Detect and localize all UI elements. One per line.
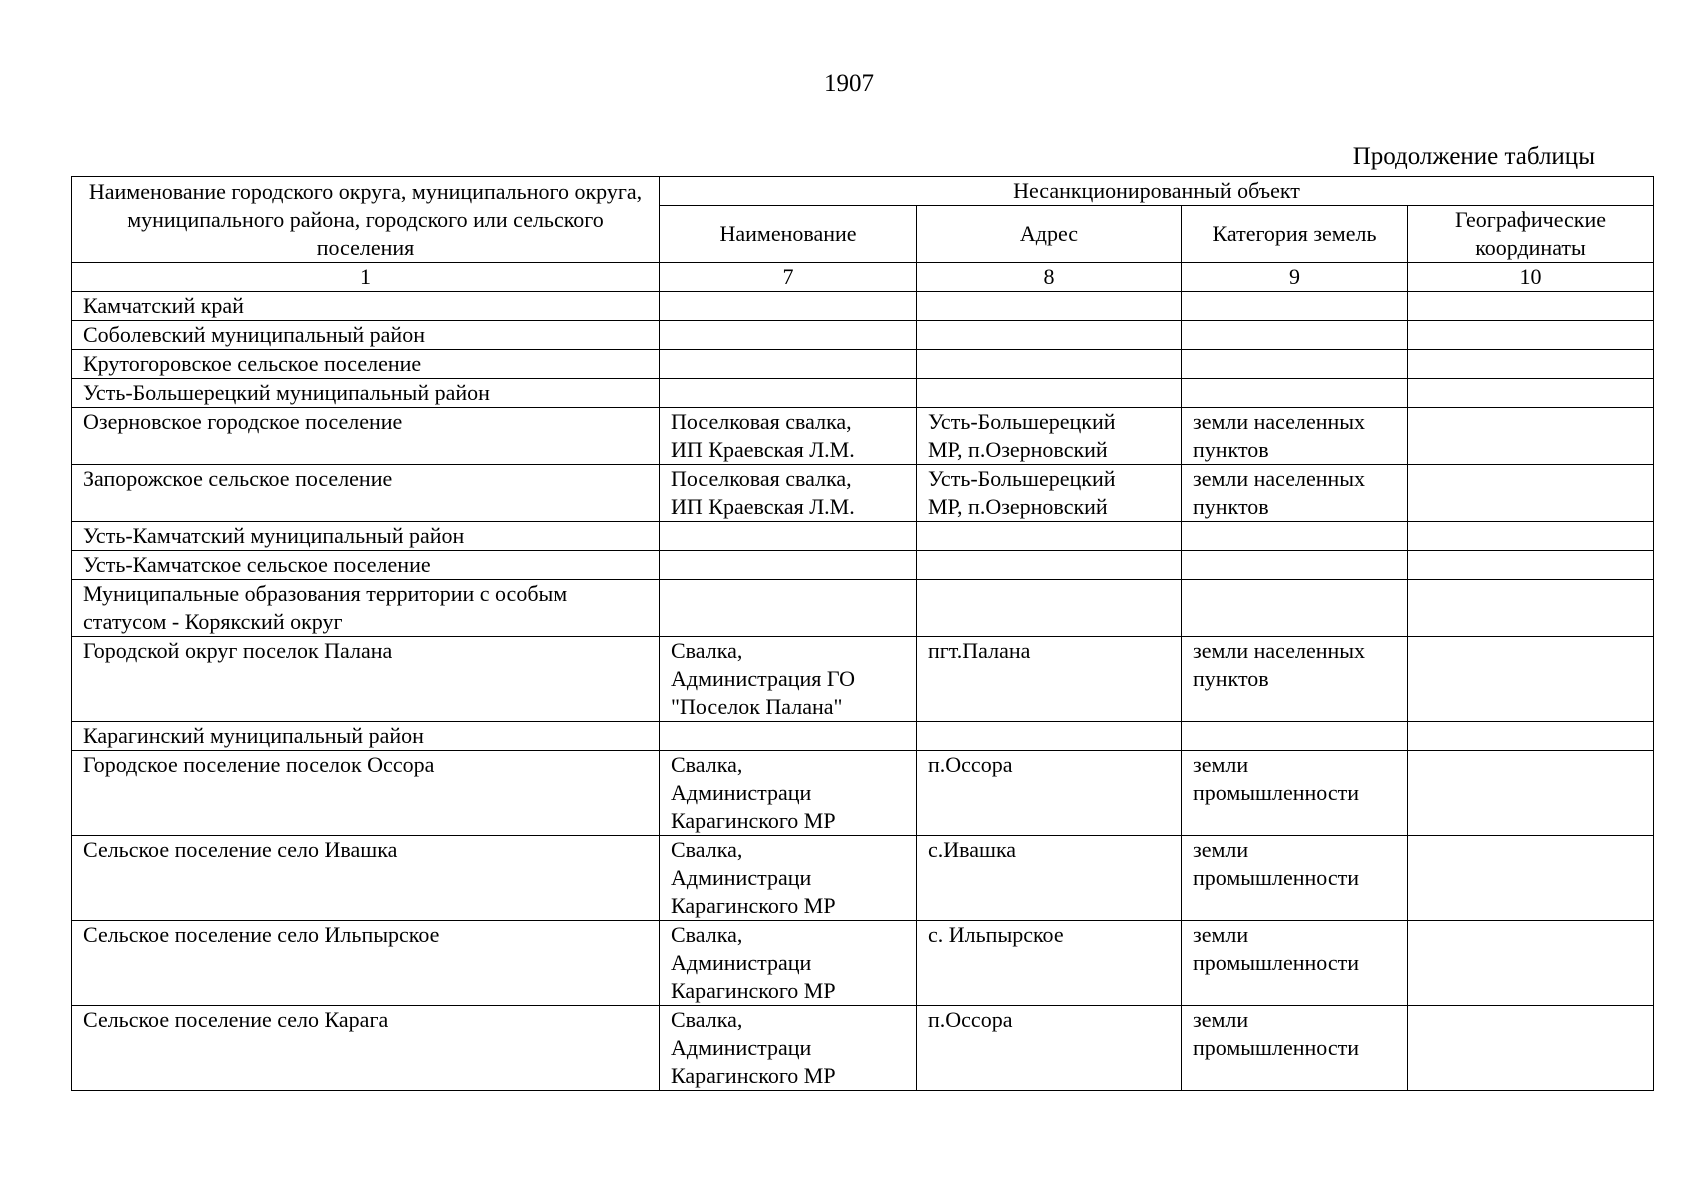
table-row xyxy=(72,321,1654,350)
page-number: 1907 xyxy=(824,70,874,97)
table-row xyxy=(72,751,1654,836)
table-row xyxy=(72,465,1654,522)
cell-coordinates xyxy=(1408,751,1654,836)
cell-municipality: Усть-Камчатский муниципальный район xyxy=(72,522,660,551)
cell-address: Усть-Большерецкий МР, п.Озерновский xyxy=(917,465,1182,522)
table-body xyxy=(72,292,1654,1091)
table-row xyxy=(72,580,1654,637)
column-number: 9 xyxy=(1182,263,1408,292)
cell-municipality: Карагинский муниципальный район xyxy=(72,722,660,751)
table-header xyxy=(72,177,1654,292)
cell-municipality: Муниципальные образования территории с особым статусом - Корякский округ xyxy=(72,580,660,637)
cell-land-category xyxy=(1182,321,1408,350)
cell-coordinates xyxy=(1408,722,1654,751)
table-row xyxy=(72,522,1654,551)
cell-object-name: Свалка, Администраци Карагинского МР xyxy=(660,751,917,836)
cell-land-category: земли промышленности xyxy=(1182,921,1408,1006)
cell-object-name xyxy=(660,379,917,408)
column-number: 8 xyxy=(917,263,1182,292)
cell-municipality: Озерновское городское поселение xyxy=(72,408,660,465)
cell-coordinates xyxy=(1408,292,1654,321)
cell-address xyxy=(917,350,1182,379)
cell-object-name xyxy=(660,321,917,350)
cell-coordinates xyxy=(1408,551,1654,580)
cell-object-name xyxy=(660,292,917,321)
cell-municipality: Сельское поселение село Карага xyxy=(72,1006,660,1091)
header-coordinates: Географические координаты xyxy=(1408,206,1654,263)
cell-address xyxy=(917,522,1182,551)
table-row xyxy=(72,551,1654,580)
cell-address: Усть-Большерецкий МР, п.Озерновский xyxy=(917,408,1182,465)
cell-municipality: Камчатский край xyxy=(72,292,660,321)
header-land-category: Категория земель xyxy=(1182,206,1408,263)
cell-municipality: Сельское поселение село Ильпырское xyxy=(72,921,660,1006)
cell-object-name: Свалка, Администраци Карагинского МР xyxy=(660,1006,917,1091)
cell-municipality: Городское поселение поселок Оссора xyxy=(72,751,660,836)
cell-municipality: Сельское поселение село Ивашка xyxy=(72,836,660,921)
cell-municipality: Усть-Большерецкий муниципальный район xyxy=(72,379,660,408)
cell-address: с.Ивашка xyxy=(917,836,1182,921)
cell-object-name xyxy=(660,580,917,637)
cell-municipality: Крутогоровское сельское поселение xyxy=(72,350,660,379)
cell-land-category xyxy=(1182,580,1408,637)
header-municipality: Наименование городского округа, муниципального округа, муниципального района, городского или сельского поселения xyxy=(72,177,660,263)
cell-municipality: Городской округ поселок Палана xyxy=(72,637,660,722)
table-row xyxy=(72,292,1654,321)
cell-address: пгт.Палана xyxy=(917,637,1182,722)
cell-address xyxy=(917,722,1182,751)
cell-object-name xyxy=(660,722,917,751)
cell-coordinates xyxy=(1408,522,1654,551)
table-row xyxy=(72,836,1654,921)
cell-address xyxy=(917,379,1182,408)
cell-land-category: земли промышленности xyxy=(1182,1006,1408,1091)
cell-object-name: Поселковая свалка, ИП Краевская Л.М. xyxy=(660,408,917,465)
cell-coordinates xyxy=(1408,321,1654,350)
cell-object-name xyxy=(660,522,917,551)
table-row xyxy=(72,1006,1654,1091)
cell-land-category xyxy=(1182,522,1408,551)
cell-coordinates xyxy=(1408,379,1654,408)
cell-coordinates xyxy=(1408,637,1654,722)
cell-object-name: Свалка, Администраци Карагинского МР xyxy=(660,921,917,1006)
table-row xyxy=(72,379,1654,408)
cell-municipality: Усть-Камчатское сельское поселение xyxy=(72,551,660,580)
cell-address: п.Оссора xyxy=(917,1006,1182,1091)
table-row xyxy=(72,722,1654,751)
cell-coordinates xyxy=(1408,580,1654,637)
cell-municipality: Запорожское сельское поселение xyxy=(72,465,660,522)
table-row xyxy=(72,350,1654,379)
cell-address xyxy=(917,580,1182,637)
cell-land-category: земли промышленности xyxy=(1182,836,1408,921)
cell-coordinates xyxy=(1408,921,1654,1006)
cell-land-category xyxy=(1182,379,1408,408)
cell-land-category xyxy=(1182,551,1408,580)
cell-land-category: земли населенных пунктов xyxy=(1182,465,1408,522)
table-row xyxy=(72,921,1654,1006)
continuation-label: Продолжение таблицы xyxy=(1352,143,1595,170)
cell-land-category xyxy=(1182,350,1408,379)
column-number: 7 xyxy=(660,263,917,292)
header-unauthorized-object: Несанкционированный объект xyxy=(660,177,1654,206)
cell-object-name xyxy=(660,551,917,580)
header-object-name: Наименование xyxy=(660,206,917,263)
cell-coordinates xyxy=(1408,465,1654,522)
cell-address: п.Оссора xyxy=(917,751,1182,836)
cell-coordinates xyxy=(1408,350,1654,379)
cell-coordinates xyxy=(1408,1006,1654,1091)
cell-object-name: Свалка, Администраци Карагинского МР xyxy=(660,836,917,921)
cell-address xyxy=(917,292,1182,321)
cell-address xyxy=(917,321,1182,350)
cell-municipality: Соболевский муниципальный район xyxy=(72,321,660,350)
cell-land-category: земли населенных пунктов xyxy=(1182,637,1408,722)
cell-land-category: земли промышленности xyxy=(1182,751,1408,836)
cell-address xyxy=(917,551,1182,580)
cell-object-name: Свалка, Администрация ГО "Поселок Палана" xyxy=(660,637,917,722)
column-number: 10 xyxy=(1408,263,1654,292)
header-address: Адрес xyxy=(917,206,1182,263)
cell-land-category xyxy=(1182,292,1408,321)
cell-land-category xyxy=(1182,722,1408,751)
cell-object-name: Поселковая свалка, ИП Краевская Л.М. xyxy=(660,465,917,522)
data-table xyxy=(71,176,1654,1091)
cell-address: с. Ильпырское xyxy=(917,921,1182,1006)
table-row xyxy=(72,637,1654,722)
table-row xyxy=(72,408,1654,465)
cell-coordinates xyxy=(1408,836,1654,921)
column-number: 1 xyxy=(72,263,660,292)
cell-coordinates xyxy=(1408,408,1654,465)
cell-object-name xyxy=(660,350,917,379)
cell-land-category: земли населенных пунктов xyxy=(1182,408,1408,465)
